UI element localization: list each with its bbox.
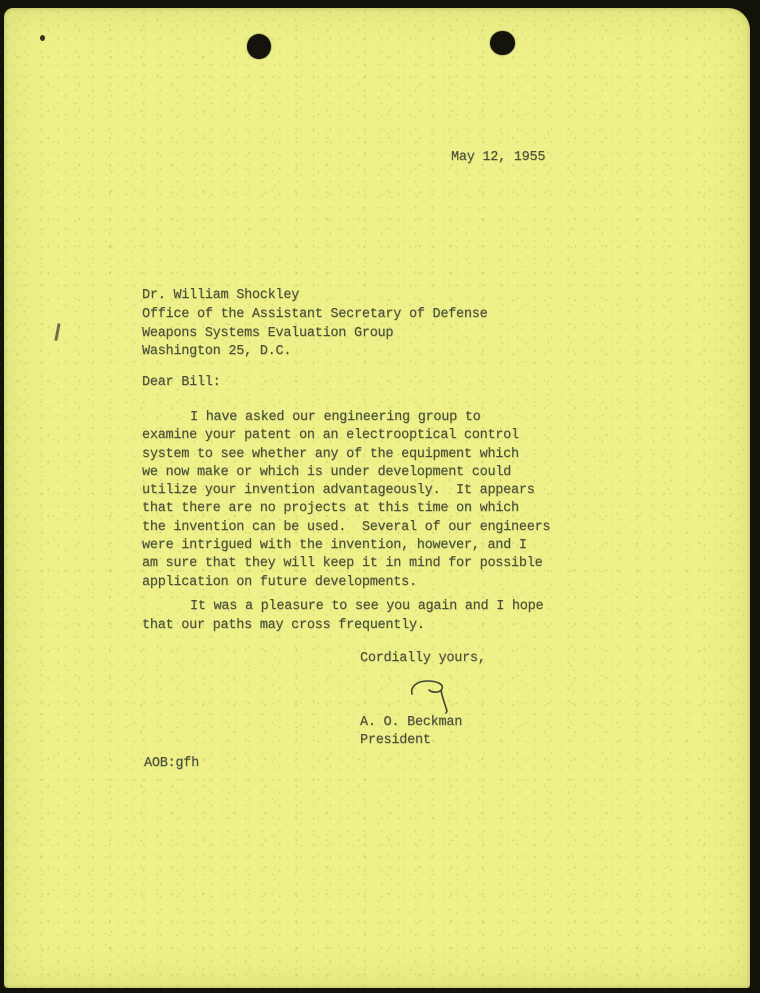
letter-paper: [4, 8, 750, 988]
letter-date: May 12, 1955: [451, 150, 546, 165]
text-line: application on future developments.: [142, 574, 417, 590]
text-line: Weapons Systems Evaluation Group: [142, 325, 394, 341]
handwritten-squiggle-icon: [408, 679, 454, 717]
text-line: utilize your invention advantageously. It appears: [142, 483, 535, 499]
text-line: examine your patent on an electrooptical control: [142, 428, 519, 444]
text-line: the invention can be used. Several of our engineers: [142, 519, 551, 535]
punch-hole-icon: [490, 31, 515, 55]
recipient-address: [142, 287, 487, 362]
signature-title: President: [360, 733, 431, 748]
body-paragraph-2: [142, 597, 543, 635]
text-line: we now make or which is under development could: [142, 464, 512, 480]
text-line: that our paths may cross frequently.: [142, 618, 425, 633]
text-line: Office of the Assistant Secretary of Defense: [142, 306, 488, 322]
text-line: It was a pleasure to see you again and I hope: [190, 599, 544, 614]
typist-reference: AOB:gfh: [144, 756, 199, 771]
text-line: system to see whether any of the equipment which: [142, 446, 519, 462]
salutation: Dear Bill:: [142, 375, 221, 390]
text-line: that there are no projects at this time on which: [142, 501, 519, 517]
text-line: am sure that they will keep it in mind for possible: [142, 556, 543, 572]
text-line: Washington 25, D.C.: [142, 344, 292, 360]
punch-hole-icon: [247, 34, 271, 59]
text-line: I have asked our engineering group to: [190, 410, 481, 425]
text-line: were intrigued with the invention, however, and I: [142, 538, 527, 554]
signature-name: A. O. Beckman: [360, 715, 463, 730]
closing-phrase: Cordially yours,: [360, 651, 486, 666]
body-paragraph-1: [142, 409, 550, 592]
stray-pen-mark: [54, 323, 60, 341]
scan-speck: [40, 35, 45, 41]
text-line: Dr. William Shockley: [142, 288, 300, 303]
